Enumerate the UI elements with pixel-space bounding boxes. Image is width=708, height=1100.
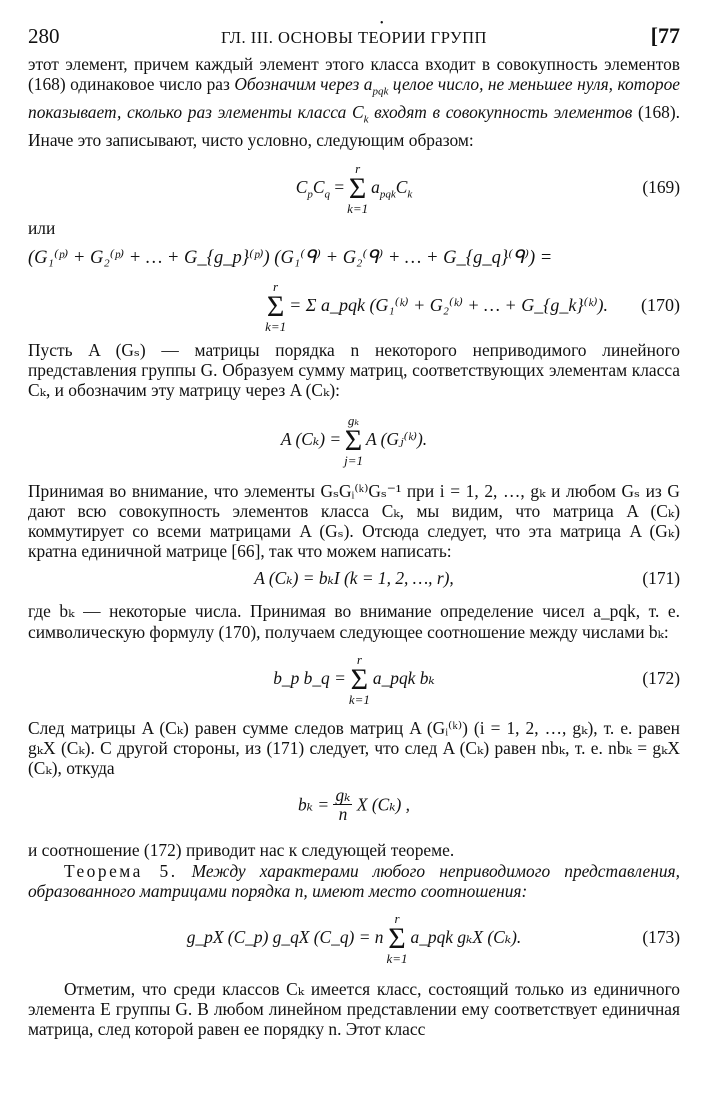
equation-172	[28, 648, 680, 708]
paragraph-1	[28, 54, 680, 150]
running-title: ГЛ. III. ОСНОВЫ ТЕОРИИ ГРУПП	[221, 28, 487, 47]
eq-bk-fraction	[333, 786, 352, 823]
equation-number-171: (171)	[642, 568, 680, 589]
equation-171	[28, 565, 680, 591]
para1-text-b: Обозначим через a	[234, 74, 373, 95]
fraction-denominator: n	[338, 804, 348, 825]
eq-ack-lhs: A (Cₖ) =	[280, 428, 342, 449]
sum-symbol-173: r Σ k=1	[386, 911, 408, 966]
running-header	[28, 18, 680, 52]
eq-bk-lhs: bₖ =	[297, 794, 330, 815]
para1-sub-k: k	[363, 113, 369, 126]
paragraph-3: Принимая во внимание, что элементы GₛGᵢ⁽ᵏ⁾Gₛ⁻¹ при i = 1, 2, …, gₖ и любом Gₛ из G дают всю совокупность элементов класса Cₖ, мы видим, что матрица A (Cₖ) коммутирует со всеми матрицами A (Gₛ). Отсюда следует, что эта матрица A (Gₖ) кратна единичной матрице [66], так что можем написать:	[28, 480, 680, 562]
para1-sub-pqk: pqk	[372, 85, 389, 98]
eq171-expression: A (Cₖ) = bₖI (k = 1, 2, …, r),	[254, 568, 454, 589]
para1-text-a: этот элемент, причем каждый элемент этого класса входит в совокупность элементов (168) одинаковое число раз	[28, 54, 680, 95]
eq173-lhs: g_pX (C_p) g_qX (C_q) = n	[186, 927, 384, 947]
equation-number-172: (172)	[642, 667, 680, 688]
top-dot-mark: •	[380, 18, 384, 29]
page	[28, 18, 681, 1040]
theorem-5	[28, 861, 680, 901]
equation-number-173: (173)	[642, 927, 680, 947]
theorem-text: Между характерами любого неприводимого представления, образованного матрицами порядка n, имеют место соотношения:	[28, 860, 680, 901]
sum-symbol-169: r Σ k=1	[347, 160, 369, 216]
para1-text-d: входят в совокупность элементов	[368, 101, 633, 122]
equation-170-line2	[28, 276, 680, 334]
eq170-rhs: = Σ a_pqk (G₁⁽ᵏ⁾ + G₂⁽ᵏ⁾ + … + G_{g_k}⁽ᵏ⁾).	[289, 294, 608, 315]
paragraph-7: Отметим, что среди классов Cₖ имеется класс, состоящий только из единичного элемента E группы G. В любом линейном представлении ему соответствует единичная матрица, след которой равен ее порядку n. Этот класс	[28, 979, 680, 1040]
paragraph-4: где bₖ — некоторые числа. Принимая во внимание определение чисел a_pqk, т. е. символическую формулу (170), получаем следующее соотношение между числами bₖ:	[28, 601, 680, 642]
eq-ack-rhs: A (Gⱼ⁽ᵏ⁾).	[365, 428, 428, 449]
equation-ack	[28, 407, 680, 471]
equation-bk	[28, 786, 680, 836]
eq172-rhs: a_pqk bₖ	[372, 667, 435, 688]
paragraph-2: Пусть A (Gₛ) — матрицы порядка n некоторого неприводимого линейного представления группы G. Образуем сумму матриц, соответствующих элементам класса Cₖ, и обозначим эту матрицу через A (Cₖ):	[28, 339, 680, 401]
para1-text-c: целое число, не меньшее нуля, которое показывает, сколько раз элементы класса C	[28, 74, 681, 122]
sum-symbol-172: r Σ k=1	[348, 651, 370, 707]
sum-symbol-ack: gₖ Σ j=1	[344, 412, 363, 468]
section-number: [77	[650, 23, 680, 48]
eq-bk-rhs: X (Cₖ) ,	[356, 794, 411, 815]
word-ili: или	[28, 217, 56, 238]
sum-symbol-170: r Σ k=1	[265, 278, 287, 334]
paragraph-6: и соотношение (172) приводит нас к следующей теореме.	[28, 840, 455, 861]
theorem-label: Теорема 5.	[64, 860, 178, 881]
page-number: 280	[28, 24, 60, 48]
equation-number-170: (170)	[641, 294, 680, 315]
paragraph-5: След матрицы A (Cₖ) равен сумме следов матриц A (Gᵢ⁽ᵏ⁾) (i = 1, 2, …, gₖ), т. е. равен gₖX (Cₖ). С другой стороны, из (171) следует, что след A (Cₖ) равен nbₖ, т. е. nbₖ = gₖX (Cₖ), откуда	[28, 717, 680, 779]
eq169-expression: $C_pC_q$ = r Σ k=1 $a_{pqk}C_k$	[295, 160, 413, 216]
equation-170-line1: (G₁⁽ᵖ⁾ + G₂⁽ᵖ⁾ + … + G_{g_p}⁽ᵖ⁾) (G₁⁽ᑫ⁾ + G₂⁽ᑫ⁾ + … + G_{g_q}⁽ᑫ⁾) =	[28, 247, 553, 268]
equation-169	[28, 158, 680, 216]
para1-text-e: (168). Иначе это записывают, чисто условно, следующим образом:	[28, 101, 680, 150]
fraction-numerator: gₖ	[335, 785, 351, 806]
equation-number-169: (169)	[642, 176, 680, 197]
equation-173	[28, 907, 680, 967]
eq172-lhs: b_p b_q =	[273, 667, 346, 688]
eq173-rhs: a_pqk gₖX (Cₖ).	[410, 927, 522, 947]
